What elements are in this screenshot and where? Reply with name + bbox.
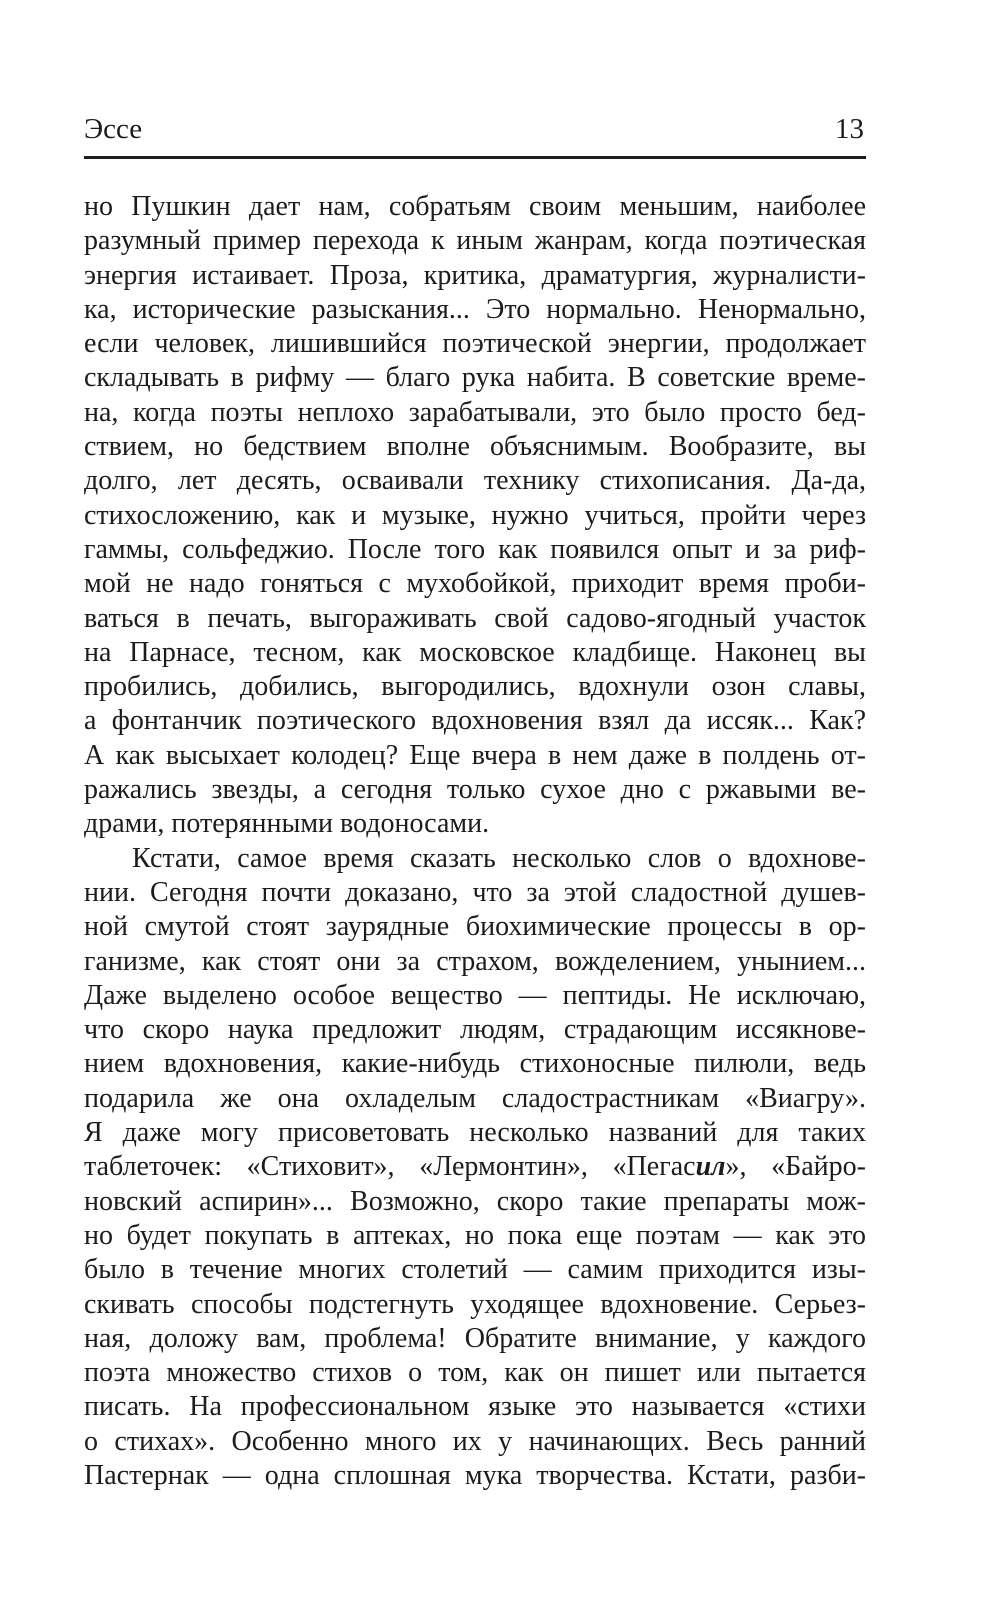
page-header — [84, 108, 866, 159]
text-line: мой не надо гоняться с мухобойкой, приходит время проби- — [84, 568, 866, 600]
text-line: ная, доложу вам, проблема! Обратите внимание, у каждого — [84, 1322, 866, 1354]
text-line: поэта множество стихов о том, как он пишет или пытается — [84, 1357, 866, 1389]
text-line: ражались звезды, а сегодня только сухое дно с ржавыми ве- — [84, 774, 866, 806]
text-line: но будет покупать в аптеках, но пока еще поэтам — как это — [84, 1219, 866, 1251]
text-line: если человек, лишившийся поэтической энергии, продолжает — [84, 328, 866, 360]
text-line: подарила же она охладелым сладострастникам «Виагру». — [84, 1082, 866, 1114]
body-text — [84, 190, 866, 1493]
text-line: складывать в рифму — благо рука набита. В советские време- — [84, 362, 866, 394]
paragraph-first-line: Кстати, самое время сказать несколько слов о вдохнове- — [132, 842, 866, 874]
paragraph-last-line: драми, потерянными водоносами. — [84, 808, 490, 840]
text-line: нии. Сегодня почти доказано, что за этой сладостной душев- — [84, 876, 866, 908]
text-line: писать. На профессиональном языке это называется «стихи — [84, 1391, 866, 1423]
text-line: ной смутой стоят заурядные биохимические процессы в ор- — [84, 911, 866, 943]
text-line: на, когда поэты неплохо зарабатывали, это было просто бед- — [84, 396, 866, 428]
text-line-with-emphasis — [84, 1150, 866, 1184]
text-line: Я даже могу присоветовать несколько названий для таких — [84, 1117, 866, 1149]
text-line: что скоро наука предложит людям, страдающим иссякнове- — [84, 1014, 866, 1046]
text-line: ствием, но бедствием вполне объяснимым. Вообразите, вы — [84, 431, 866, 463]
text-line: стихосложению, как и музыке, нужно учиться, пройти через — [84, 499, 866, 531]
text-line: пробились, добились, выгородились, вдохнули озон славы, — [84, 671, 866, 703]
text-line: на Парнасе, тесном, как московское кладбище. Наконец вы — [84, 636, 866, 668]
text-line: новский аспирин»... Возможно, скоро такие препараты мож- — [84, 1185, 866, 1217]
text-line: А как высыхает колодец? Еще вчера в нем даже в полдень от- — [84, 739, 866, 771]
text-line: Даже выделено особое вещество — пептиды. Не исключаю, — [84, 979, 866, 1011]
text-line: а фонтанчик поэтического вдохновения взял да иссяк... Как? — [84, 705, 866, 737]
line-segment: таблеточек: «Стиховит», «Лермонтин», «Пегас — [84, 1151, 696, 1183]
text-line: Пастернак — одна сплошная мука творчества. Кстати, разби- — [84, 1459, 866, 1491]
emphasized-letters: ил — [695, 1151, 726, 1183]
text-line: энергия истаивает. Проза, критика, драматургия, журналисти- — [84, 259, 866, 291]
line-segment: », «Байро- — [725, 1151, 866, 1183]
page-number: 13 — [835, 113, 864, 145]
text-line: о стихах». Особенно много их у начинающих. Весь ранний — [84, 1425, 866, 1457]
text-line: ваться в печать, выгораживать свой садово-ягодный участок — [84, 602, 866, 634]
text-line: нием вдохновения, какие-нибудь стихоносные пилюли, ведь — [84, 1048, 866, 1080]
text-line: разумный пример перехода к иным жанрам, когда поэтическая — [84, 225, 866, 257]
text-line: ка, исторические разыскания... Это нормально. Ненормально, — [84, 293, 866, 325]
text-line: но Пушкин дает нам, собратьям своим меньшим, наиболее — [84, 191, 866, 222]
text-line: гаммы, сольфеджио. После того как появился опыт и за риф- — [84, 533, 866, 565]
text-line: долго, лет десять, осваивали технику стихописания. Да-да, — [84, 465, 866, 497]
running-title: Эссе — [84, 113, 143, 145]
text-line: скивать способы подстегнуть уходящее вдохновение. Серьез- — [84, 1288, 866, 1320]
text-line: было в течение многих столетий — самим приходится изы- — [84, 1254, 866, 1286]
text-line: ганизме, как стоят они за страхом, вожделением, унынием... — [84, 945, 866, 977]
